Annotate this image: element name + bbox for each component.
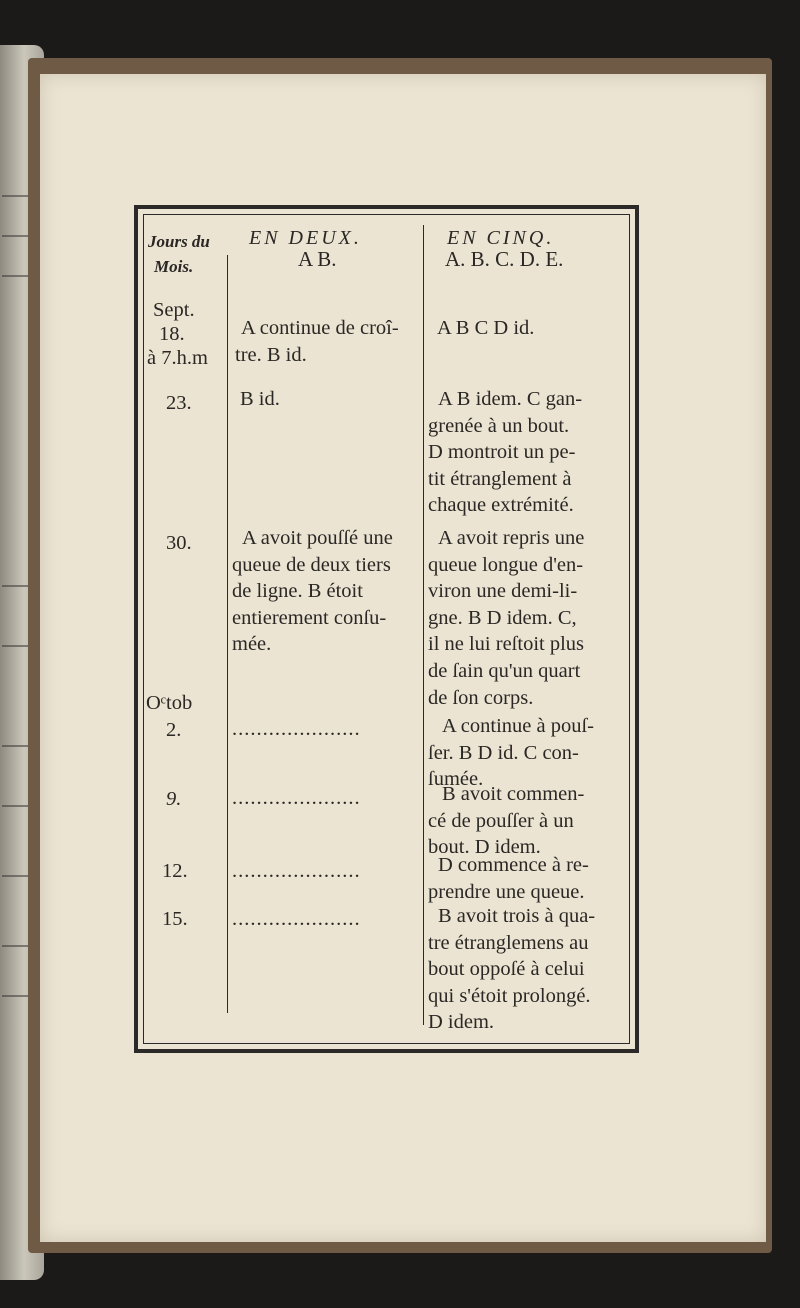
date-line: 12. [162, 860, 188, 882]
row-sept18-cinq [437, 315, 534, 342]
text-line: tit étranglement à [428, 467, 572, 490]
date-line: à 7.h.m [147, 346, 208, 369]
text-line: bout. D idem. [428, 836, 541, 859]
row-30-date [166, 530, 192, 557]
row-12-date [162, 858, 188, 885]
text-line: ſer. B D id. C con- [428, 741, 579, 764]
row-23-cinq [428, 386, 582, 519]
text-line: queue longue d'en- [428, 553, 584, 576]
row-oct2-date [146, 690, 192, 743]
text-line: tre étranglemens au [428, 931, 589, 954]
row-sept18-date [147, 297, 208, 372]
row-sept18-deux [235, 315, 399, 368]
header-deux-sub: A B. [298, 247, 337, 271]
row-12-deux [232, 858, 361, 885]
text-line: de ſon corps. [428, 686, 534, 709]
row-30-cinq [428, 525, 584, 711]
row-12-cinq [428, 852, 589, 905]
text-line: A continue de croî- [241, 317, 399, 339]
header-days-line2: Mois. [154, 257, 194, 276]
text-line: de ſain qu'un quart [428, 659, 581, 682]
header-en-deux: EN DEUX. [249, 227, 362, 249]
text-line: A B idem. C gan- [438, 388, 583, 410]
dotted-leader: ..................... [232, 718, 361, 740]
date-line: 15. [162, 908, 188, 930]
column-divider-2 [423, 225, 424, 1025]
row-oct2-deux [232, 716, 361, 743]
text-line: viron une demi-li- [428, 580, 578, 603]
date-line: 2. [166, 718, 182, 741]
row-9-date [166, 786, 181, 813]
text-line: D idem. [428, 1011, 495, 1034]
text-line: B avoit commen- [442, 783, 585, 805]
dotted-leader: ..................... [232, 787, 361, 809]
text-line: qui s'étoit prolongé. [428, 984, 591, 1007]
date-line: Sept. [153, 299, 195, 321]
text-line: D montroit un pe- [428, 441, 576, 464]
column-divider-1 [227, 255, 228, 1013]
row-9-deux [232, 785, 361, 812]
row-15-cinq [428, 903, 595, 1036]
text-line: A avoit pouſſé une [242, 527, 393, 549]
text-line: cé de pouſſer à un [428, 809, 574, 832]
date-line: 30. [166, 532, 192, 554]
dotted-leader: ..................... [232, 908, 361, 930]
text-line: D commence à re- [438, 854, 589, 876]
text-line: A avoit repris une [438, 527, 585, 549]
text-line: A continue à pouſ- [442, 715, 595, 737]
text-line: prendre une queue. [428, 880, 585, 903]
row-15-deux [232, 906, 361, 933]
text-line: il ne lui reſtoit plus [428, 633, 585, 656]
text-line: entierement conſu- [232, 606, 387, 629]
text-line: ſumée. [428, 768, 484, 791]
text-line: grenée à un bout. [428, 414, 570, 437]
row-23-date [166, 390, 192, 417]
header-cinq-sub: A. B. C. D. E. [445, 247, 564, 271]
text-line: chaque extrémité. [428, 494, 574, 517]
date-line: 18. [159, 322, 185, 345]
text-line: gne. B D idem. C, [428, 606, 577, 629]
date-line: 9. [166, 788, 182, 810]
row-9-cinq [428, 781, 584, 861]
header-en-cinq: EN CINQ. [447, 227, 555, 249]
text-line: tre. B id. [235, 343, 307, 366]
header-days-line1: Jours du [148, 232, 210, 251]
row-23-deux [240, 386, 280, 413]
text-line: B avoit trois à qua- [438, 905, 596, 927]
row-15-date [162, 906, 188, 933]
text-line: B id. [240, 388, 280, 410]
text-line: queue de deux tiers [232, 553, 391, 576]
row-30-deux [232, 525, 393, 658]
date-line: Oᶜtob [146, 692, 193, 714]
text-line: A B C D id. [437, 317, 535, 339]
dotted-leader: ..................... [232, 860, 361, 882]
date-line: 23. [166, 392, 192, 414]
text-line: mée. [232, 633, 272, 656]
text-line: de ligne. B étoit [232, 580, 363, 603]
text-line: bout oppoſé à celui [428, 958, 585, 981]
